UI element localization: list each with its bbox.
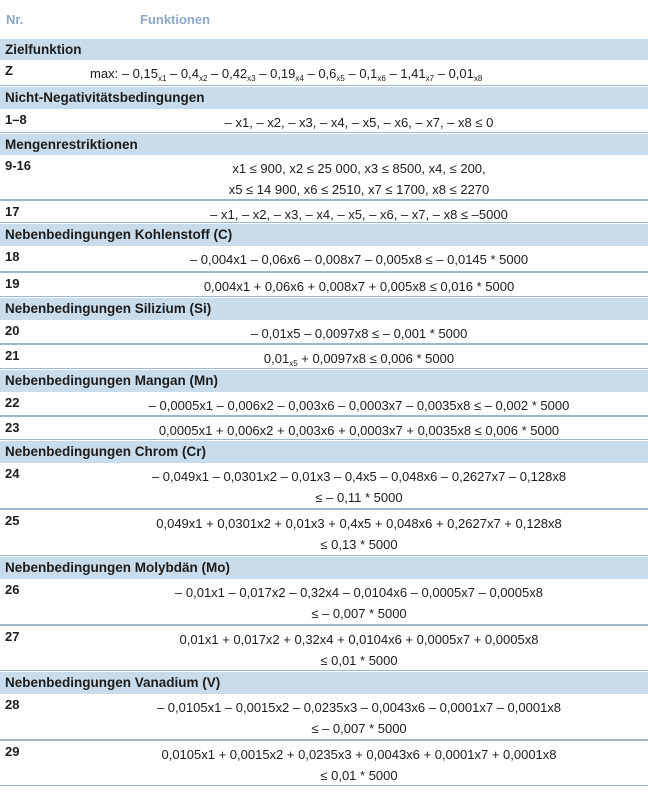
objective-prefix: max: –: [90, 66, 133, 81]
table-row: [0, 320, 648, 344]
variable-subscript: x8: [473, 74, 483, 83]
section-header: Nicht-Negativitätsbedingungen: [0, 86, 648, 109]
variable-subscript: x7: [425, 74, 435, 83]
variable-subscript: x3: [247, 74, 256, 83]
section-header: Nebenbedingungen Chrom (Cr): [0, 440, 648, 463]
table-row: [0, 200, 648, 223]
coefficient: 0,15: [132, 66, 158, 81]
function-line: 0,0105x1 + 0,0015x2 + 0,0235x3 + 0,0043x6 + 0,0001x7 + 0,0001x8: [161, 747, 557, 762]
section-header: Zielfunktion: [0, 38, 648, 60]
function-line: – x1, – x2, – x3, – x4, – x5, – x6, – x7, – x8 ≤ 0: [224, 115, 494, 130]
table-body: [0, 38, 648, 786]
function-line: ≤ – 0,11 * 5000: [315, 490, 403, 505]
function-line: ≤ 0,01 * 5000: [320, 653, 398, 668]
variable-subscript: x4: [295, 74, 304, 83]
operator: –: [255, 66, 271, 81]
row-function: [70, 417, 648, 439]
coefficient: 0,4: [180, 66, 199, 81]
operator: –: [166, 66, 181, 81]
row-number: 26: [5, 582, 20, 597]
row-function: [70, 60, 648, 85]
table-row: [0, 60, 648, 86]
coefficient: 0,01: [263, 351, 290, 366]
coefficient: 0,42: [221, 66, 248, 81]
coefficient: 0,19: [270, 66, 296, 81]
section-header: Nebenbedingungen Molybdän (Mo): [0, 556, 648, 579]
function-line: 0,0005x1 + 0,006x2 + 0,003x6 + 0,0003x7 + 0,0035x8 ≤ 0,006 * 5000: [158, 423, 560, 438]
operator: –: [385, 66, 401, 81]
function-line: 0,049x1 + 0,0301x2 + 0,01x3 + 0,4x5 + 0,048x6 + 0,2627x7 + 0,128x8: [156, 516, 562, 531]
row-number: 25: [5, 513, 20, 528]
row-number: 21: [5, 348, 20, 363]
table-header: [0, 0, 648, 38]
table-row: [0, 625, 648, 671]
variable-subscript: x2: [198, 74, 208, 83]
row-function: [70, 741, 648, 785]
coefficient: 0,1: [359, 66, 378, 81]
row-function: [70, 626, 648, 670]
row-number: 9-16: [5, 158, 32, 173]
row-function: [70, 246, 648, 271]
section-header: Nebenbedingungen Silizium (Si): [0, 297, 648, 320]
row-number: 28: [5, 697, 20, 712]
table-row: [0, 509, 648, 556]
row-function: [70, 155, 648, 199]
coefficient: 0,01: [448, 66, 474, 81]
function-line: ≤ 0,01 * 5000: [320, 768, 398, 783]
row-function: [70, 392, 648, 415]
table-row: [0, 246, 648, 272]
row-number: 17: [5, 204, 20, 219]
table-row: [0, 416, 648, 440]
variable-subscript: x5: [289, 359, 298, 368]
row-number: 23: [5, 420, 20, 435]
table-row: [0, 740, 648, 786]
function-line: – 0,01x5 – 0,0097x8 ≤ – 0,001 * 5000: [250, 326, 468, 341]
header-nr: Nr.: [6, 11, 24, 27]
row-function: [70, 345, 648, 368]
function-line: – 0,004x1 – 0,06x6 – 0,008x7 – 0,005x8 ≤ – 0,0145 * 5000: [189, 252, 529, 267]
row-function: [70, 579, 648, 624]
row-number: Z: [5, 63, 13, 78]
variable-subscript: x5: [336, 74, 345, 83]
function-line: – x1, – x2, – x3, – x4, – x5, – x6, – x7, – x8 ≤ –5000: [210, 207, 508, 222]
table-row: [0, 463, 648, 509]
row-function: [70, 463, 648, 508]
operator: + 0,0097x8 ≤ 0,006 * 5000: [297, 351, 455, 366]
function-line: – 0,0105x1 – 0,0015x2 – 0,0235x3 – 0,0043x6 – 0,0001x7 – 0,0001x8: [156, 700, 562, 715]
section-header: Nebenbedingungen Vanadium (V): [0, 671, 648, 694]
section-header: Nebenbedingungen Mangan (Mn): [0, 369, 648, 392]
row-number: 22: [5, 395, 20, 410]
operator: –: [207, 66, 222, 81]
function-line: – 0,01x1 – 0,017x2 – 0,32x4 – 0,0104x6 – 0,0005x7 – 0,0005x8: [175, 585, 543, 600]
function-line: – 0,0005x1 – 0,006x2 – 0,003x6 – 0,0003x7 – 0,0035x8 ≤ – 0,002 * 5000: [148, 398, 570, 413]
row-number: 27: [5, 629, 20, 644]
table-row: [0, 392, 648, 416]
operator: –: [344, 66, 360, 81]
row-number: 20: [5, 323, 20, 338]
row-number: 19: [5, 276, 20, 291]
section-header: Mengenrestriktionen: [0, 133, 648, 155]
table-row: [0, 155, 648, 200]
function-line: – 0,049x1 – 0,0301x2 – 0,01x3 – 0,4x5 – 0,048x6 – 0,2627x7 – 0,128x8: [151, 469, 567, 484]
row-function: [70, 694, 648, 739]
row-function: [70, 109, 648, 132]
function-line: ≤ – 0,007 * 5000: [311, 606, 407, 621]
function-line: 0,01x1 + 0,017x2 + 0,32x4 + 0,0104x6 + 0,0005x7 + 0,0005x8: [179, 632, 539, 647]
function-line: 0,004x1 + 0,06x6 + 0,008x7 + 0,005x8 ≤ 0,016 * 5000: [203, 279, 515, 294]
function-line: x1 ≤ 900, x2 ≤ 25 000, x3 ≤ 8500, x4, ≤ 200,: [232, 161, 486, 176]
row-number: 24: [5, 466, 20, 481]
row-function: [70, 510, 648, 555]
coefficient: 0,6: [318, 66, 337, 81]
variable-subscript: x6: [377, 74, 386, 83]
row-function: [70, 273, 648, 296]
table-row: [0, 272, 648, 297]
row-function: [70, 320, 648, 343]
table-row: [0, 694, 648, 740]
objective-function: [90, 63, 482, 89]
variable-subscript: x1: [157, 74, 167, 83]
row-number: 1–8: [5, 112, 27, 127]
table-row: [0, 579, 648, 625]
coefficient: 1,41: [400, 66, 426, 81]
function-line: [264, 348, 454, 374]
table-row: [0, 344, 648, 369]
row-function: [70, 201, 648, 222]
header-funktionen: Funktionen: [140, 11, 211, 27]
function-line: x5 ≤ 14 900, x6 ≤ 2510, x7 ≤ 1700, x8 ≤ 2270: [228, 182, 490, 197]
operator: –: [434, 66, 449, 81]
section-header: Nebenbedingungen Kohlenstoff (C): [0, 223, 648, 246]
function-line: ≤ 0,13 * 5000: [320, 537, 398, 552]
row-number: 29: [5, 744, 20, 759]
operator: –: [303, 66, 319, 81]
row-number: 18: [5, 249, 20, 264]
table-row: [0, 109, 648, 133]
function-line: ≤ – 0,007 * 5000: [311, 721, 407, 736]
